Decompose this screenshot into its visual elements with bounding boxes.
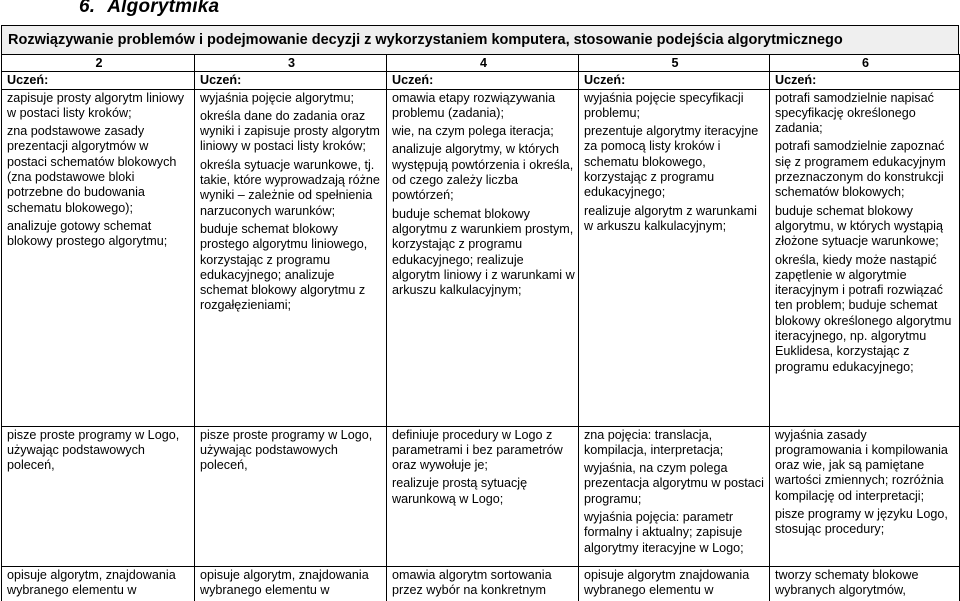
requirement-cell	[2, 426, 195, 566]
requirement-cell	[387, 426, 579, 566]
requirement-item: pisze proste programy w Logo, używając podstawowych poleceń,	[200, 427, 373, 473]
requirement-cell	[387, 566, 579, 601]
requirement-item: analizuje algorytmy, w których występują powtórzenia i określa, od czego zależy liczba powtórzeń;	[392, 142, 574, 203]
grade-cell: 2	[2, 55, 195, 72]
section-title: Rozwiązywanie problemów i podejmowanie decyzji z wykorzystaniem komputera, stosowanie podejścia algorytmicznego	[1, 25, 959, 55]
grade-header-row	[2, 55, 960, 72]
requirement-item: omawia algorytm sortowania przez wybór na konkretnym	[392, 567, 552, 597]
requirement-item: wyjaśnia pojęcie algorytmu;	[200, 90, 354, 105]
requirement-item: definiuje procedury w Logo z parametrami i bez parametrów oraz wywołuje je;	[392, 427, 563, 473]
requirement-item: tworzy schematy blokowe wybranych algorytmów,	[775, 567, 919, 597]
student-label-row	[2, 72, 960, 89]
requirement-item: omawia etapy rozwiązywania problemu (zadania);	[392, 90, 556, 120]
student-label: Uczeń:	[770, 72, 960, 89]
chapter-heading	[79, 0, 219, 18]
requirement-item: prezentuje algorytmy iteracyjne za pomocą listy kroków i schematu blokowego, korzystając z programu edukacyjnego;	[584, 124, 759, 200]
table-row	[2, 426, 960, 566]
requirement-item: potrafi samodzielnie zapoznać się z programem edukacyjnym przeznaczonym do konstrukcji schematów blokowych;	[775, 139, 946, 200]
requirement-item: buduje schemat blokowy prostego algorytmu liniowego, korzystając z programu edukacyjnego; analizuje schemat blokowy algorytmu z rozgałęzieniami;	[200, 221, 368, 313]
requirement-cell	[579, 89, 770, 426]
requirement-item: określa, kiedy może nastąpić zapętlenie w algorytmie iteracyjnym i potrafi rozwiązać ten problem; buduje schemat blokowy określonego algorytmu iteracyjnego, np. algorytmu Euklidesa, korzystając z programu edukacyjnego;	[775, 252, 952, 374]
requirement-item: analizuje gotowy schemat blokowy prostego algorytmu;	[7, 218, 168, 249]
requirement-cell	[195, 89, 387, 426]
requirement-item: opisuje algorytm, znajdowania wybranego elementu w	[7, 567, 176, 597]
requirement-cell	[770, 426, 960, 566]
requirement-item: wyjaśnia pojęcia: parametr formalny i aktualny; zapisuje algorytmy iteracyjne w Logo;	[584, 510, 744, 555]
requirement-cell	[387, 89, 579, 426]
requirement-item: buduje schemat blokowy algorytmu, w których wystąpią złożone sytuacje warunkowe;	[775, 203, 943, 249]
requirement-item: zna pojęcia: translacja, kompilacja, interpretacja;	[584, 427, 724, 457]
requirement-item: realizuje prostą sytuację warunkową w Logo;	[392, 476, 528, 506]
requirement-item: realizuje algorytm z warunkami w arkuszu kalkulacyjnym;	[584, 203, 757, 233]
chapter-title: Algorytmika	[107, 0, 220, 17]
chapter-number: 6.	[79, 0, 96, 17]
requirements-table	[1, 54, 960, 601]
requirement-item: opisuje algorytm znajdowania wybranego elementu w	[584, 567, 750, 597]
requirement-item: wyjaśnia zasady programowania i kompilowania oraz wie, jak są pamiętane wartości zmiennych; rozróżnia kompilację od interpretacji;	[775, 427, 948, 503]
table-row	[2, 89, 960, 426]
requirement-item: zna podstawowe zasady prezentacji algorytmów w postaci schematów blokowych (zna podstawowe bloki potrzebne do budowania schematu blokowego);	[7, 124, 177, 215]
requirement-cell	[579, 566, 770, 601]
requirement-item: opisuje algorytm, znajdowania wybranego elementu w	[200, 567, 369, 597]
requirement-cell	[770, 89, 960, 426]
requirement-item: określa dane do zadania oraz wyniki i zapisuje prosty algorytm liniowy w postaci listy kroków;	[200, 108, 380, 154]
requirement-cell	[2, 89, 195, 426]
grade-cell: 3	[195, 55, 387, 72]
requirement-cell	[2, 566, 195, 601]
grade-cell: 5	[579, 55, 770, 72]
requirement-item: wyjaśnia, na czym polega prezentacja algorytmu w postaci programu;	[584, 461, 764, 506]
requirement-item: wyjaśnia pojęcie specyfikacji problemu;	[584, 90, 744, 120]
requirement-item: zapisuje prosty algorytm liniowy w postaci listy kroków;	[7, 90, 185, 120]
requirement-item: pisze programy w języku Logo, stosując procedury;	[775, 507, 948, 537]
requirement-item: określa sytuacje warunkowe, tj. takie, które wyprowadzają różne wyniki – zależnie od spełnienia narzuconych warunków;	[200, 157, 380, 218]
table-row	[2, 566, 960, 601]
requirement-item: wie, na czym polega iteracja;	[392, 124, 554, 139]
requirement-cell	[579, 426, 770, 566]
requirement-item: potrafi samodzielnie napisać specyfikację określonego zadania;	[775, 90, 934, 136]
requirement-item: buduje schemat blokowy algorytmu z warunkiem prostym, korzystając z programu edukacyjnego; realizuje algorytm liniowy i z warunkami w arkuszu kalkulacyjnym;	[392, 206, 575, 298]
grade-cell: 4	[387, 55, 579, 72]
student-label: Uczeń:	[2, 72, 195, 89]
requirement-cell	[195, 566, 387, 601]
student-label: Uczeń:	[387, 72, 579, 89]
grade-cell: 6	[770, 55, 960, 72]
requirement-cell	[195, 426, 387, 566]
student-label: Uczeń:	[195, 72, 387, 89]
student-label: Uczeń:	[579, 72, 770, 89]
requirement-cell	[770, 566, 960, 601]
requirement-item: pisze proste programy w Logo, używając podstawowych poleceń,	[7, 427, 180, 473]
